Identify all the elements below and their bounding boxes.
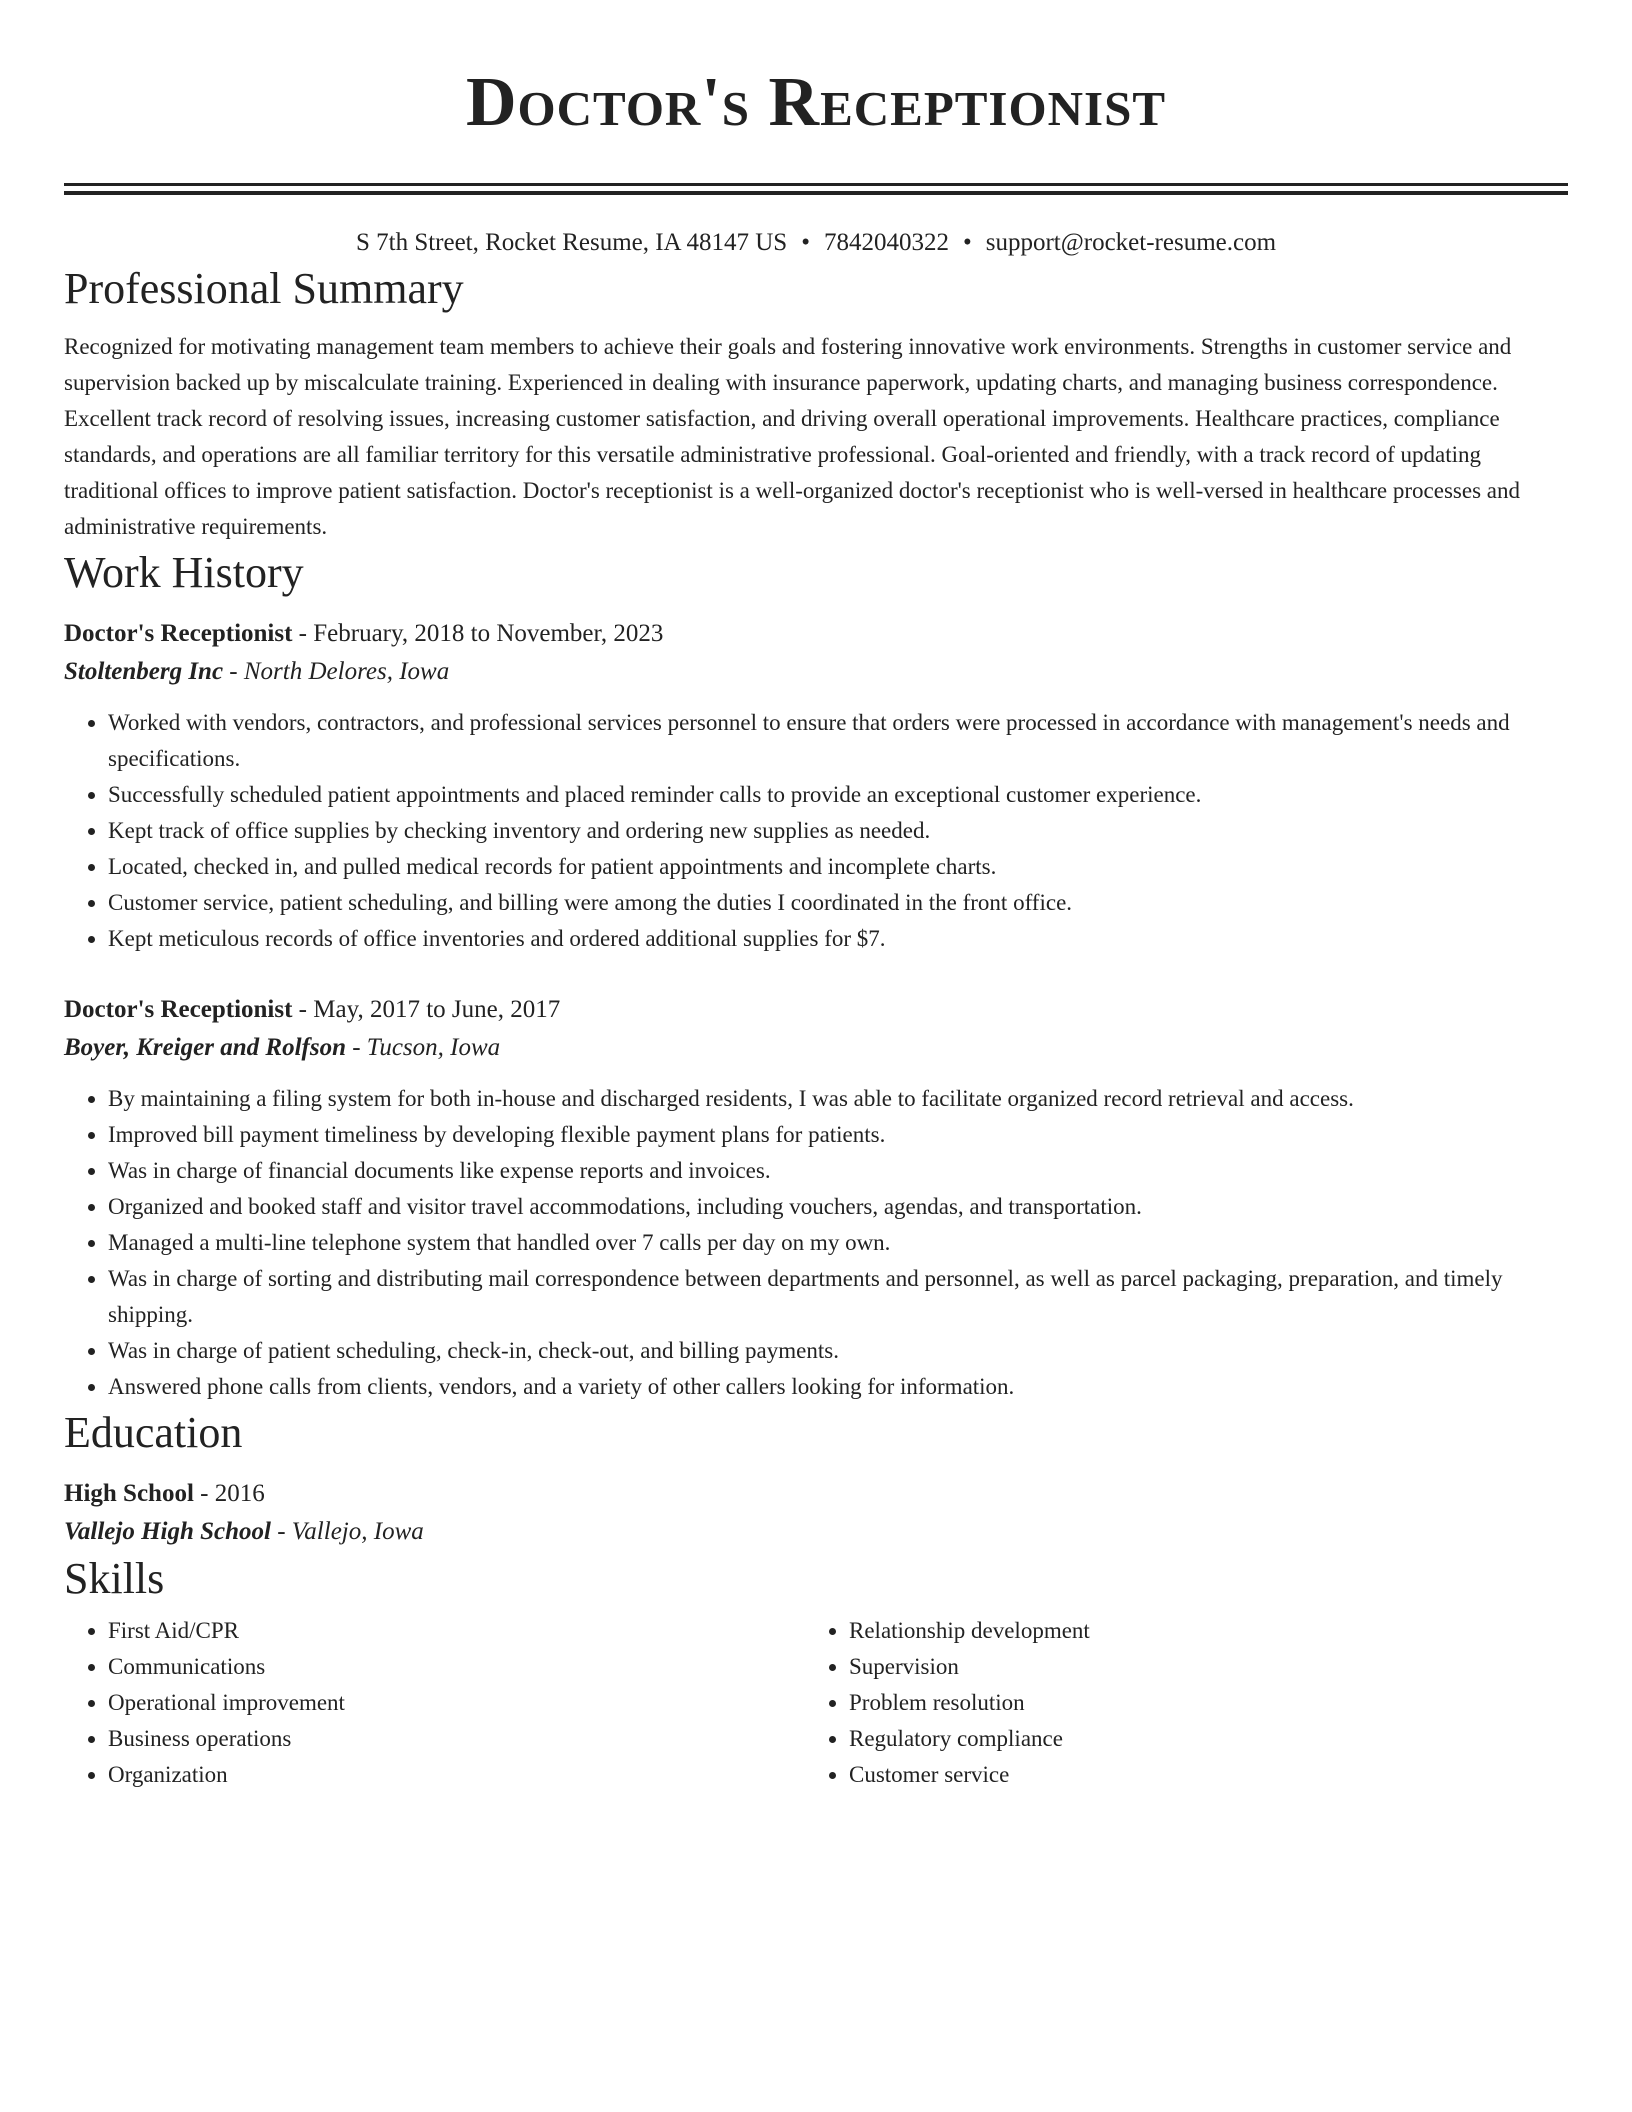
resume-title: Doctor's Receptionist (465, 64, 1167, 141)
education-degree: High School (64, 1480, 194, 1507)
education-degree-line (64, 1475, 1568, 1513)
list-item: • Managed a multi-line telephone system that handled over 7 calls per day on my own. (108, 1225, 1568, 1261)
job-title-line (64, 991, 1568, 1029)
list-item: • By maintaining a filing system for both in-house and discharged residents, I was able to facilitate organized record retrieval and access. (108, 1081, 1568, 1117)
job-duties-list (64, 705, 1568, 957)
skill-item: • Operational improvement (108, 1685, 805, 1721)
job-duties-list (64, 1081, 1568, 1405)
summary-heading: Professional Summary (64, 264, 464, 313)
skill-item: • Organization (108, 1757, 805, 1793)
contact-email: support@rocket-resume.com (985, 229, 1277, 256)
work-history-heading: Work History (64, 548, 304, 597)
list-item: • Organized and booked staff and visitor travel accommodations, including vouchers, agendas, and transportation. (108, 1189, 1568, 1225)
job-role: Doctor's Receptionist (64, 996, 293, 1023)
job-company-line (64, 1029, 1568, 1067)
job-company-line (64, 653, 1568, 691)
skills-list-right (805, 1613, 1546, 1793)
education-entry (64, 1475, 1568, 1551)
list-item: • Customer service, patient scheduling, and billing were among the duties I coordinated in the front office. (108, 885, 1568, 921)
contact-phone: 7842040322 (823, 229, 949, 256)
job-role: Doctor's Receptionist (64, 620, 293, 647)
skill-item: • Communications (108, 1649, 805, 1685)
list-item: • Successfully scheduled patient appointments and placed reminder calls to provide an exceptional customer experience. (108, 777, 1568, 813)
job-dates: - May, 2017 to June, 2017 (292, 996, 561, 1023)
contact-separator: • (962, 229, 972, 256)
list-item: • Improved bill payment timeliness by developing flexible payment plans for patients. (108, 1117, 1568, 1153)
list-item: • Located, checked in, and pulled medical records for patient appointments and incomplete charts. (108, 849, 1568, 885)
education-heading: Education (64, 1408, 243, 1457)
title-rule-top (64, 183, 1568, 186)
skills-heading: Skills (64, 1554, 165, 1603)
summary-text: Recognized for motivating management team members to achieve their goals and fostering innovative work environments. Strengths in customer service and supervision backed up by miscalculate training. Experienced in dealing with insurance paperwork, updating charts, and managing business correspondence. Excellent track record of resolving issues, increasing customer satisfaction, and driving overall operational improvements. Healthcare practices, compliance standards, and operations are all familiar territory for this versatile administrative professional. Goal-oriented and friendly, with a track record of updating traditional offices to improve patient satisfaction. Doctor's receptionist is a well-organized doctor's receptionist who is well-versed in healthcare processes and administrative requirements. (64, 334, 1520, 539)
list-item: • Kept track of office supplies by checking inventory and ordering new supplies as needed. (108, 813, 1568, 849)
skill-item: • Regulatory compliance (849, 1721, 1546, 1757)
job-entry (64, 991, 1568, 1405)
job-dates: - February, 2018 to November, 2023 (292, 620, 664, 647)
list-item: • Was in charge of financial documents like expense reports and invoices. (108, 1153, 1568, 1189)
contact-line (64, 225, 1568, 261)
job-company: Boyer, Kreiger and Rolfson (64, 1034, 346, 1061)
skill-item: • Business operations (108, 1721, 805, 1757)
skill-item: • First Aid/CPR (108, 1613, 805, 1649)
job-location: - North Delores, Iowa (223, 658, 450, 685)
job-company: Stoltenberg Inc (64, 658, 224, 685)
skills-list-left (64, 1613, 805, 1793)
contact-address: S 7th Street, Rocket Resume, IA 48147 US (355, 229, 788, 256)
education-school: Vallejo High School (64, 1518, 271, 1545)
education-year: - 2016 (193, 1480, 265, 1507)
list-item: • Was in charge of patient scheduling, check-in, check-out, and billing payments. (108, 1333, 1568, 1369)
skill-item: • Relationship development (849, 1613, 1546, 1649)
job-title-line (64, 615, 1568, 653)
skill-item: • Problem resolution (849, 1685, 1546, 1721)
education-location: - Vallejo, Iowa (270, 1518, 424, 1545)
list-item: • Answered phone calls from clients, vendors, and a variety of other callers looking for information. (108, 1369, 1568, 1405)
skill-item: • Supervision (849, 1649, 1546, 1685)
list-item: • Kept meticulous records of office inventories and ordered additional supplies for $7. (108, 921, 1568, 957)
skills-columns (64, 1613, 1568, 1793)
list-item: • Worked with vendors, contractors, and professional services personnel to ensure that orders were processed in accordance with management's needs and specifications. (108, 705, 1568, 777)
education-school-line (64, 1513, 1568, 1551)
job-entry (64, 615, 1568, 957)
skill-item: • Customer service (849, 1757, 1546, 1793)
title-rule-bottom (64, 191, 1568, 195)
list-item: • Was in charge of sorting and distributing mail correspondence between departments and personnel, as well as parcel packaging, preparation, and timely shipping. (108, 1261, 1568, 1333)
job-location: - Tucson, Iowa (345, 1034, 501, 1061)
contact-separator: • (801, 229, 810, 256)
